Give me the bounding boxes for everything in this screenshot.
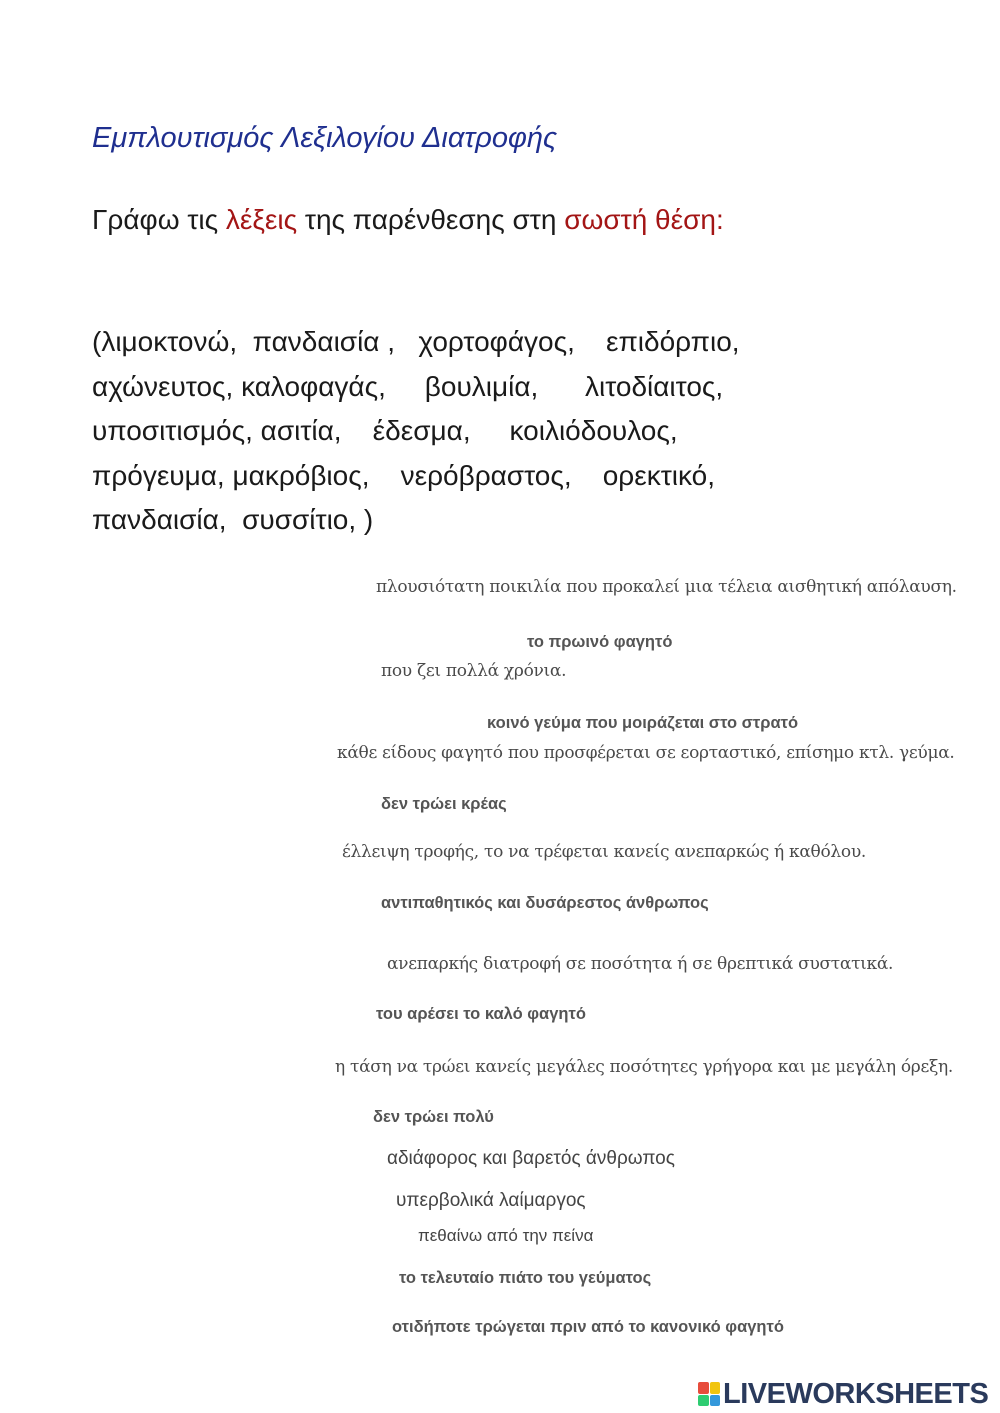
definition-item: αντιπαθητικός και δυσάρεστος άνθρωπος <box>381 894 709 912</box>
liveworksheets-wordmark: LIVEWORKSHEETS <box>723 1377 989 1410</box>
definition-item: δεν τρώει κρέας <box>381 795 507 813</box>
definition-item: έλλειψη τροφής, το να τρέφεται κανείς ανεπαρκώς ή καθόλου. <box>342 842 866 862</box>
word-bank-line: (λιμοκτονώ, πανδαισία , χορτοφάγος, επιδόρπιο, <box>92 326 740 357</box>
definition-item: το τελευταίο πιάτο του γεύματος <box>399 1269 652 1287</box>
instruction-highlight-position: σωστή θέση <box>564 204 716 235</box>
definition-item: το πρωινό φαγητό <box>527 633 673 651</box>
logo-square <box>710 1395 721 1407</box>
definition-item: υπερβολικά λαίμαργος <box>396 1190 586 1211</box>
logo-square <box>698 1382 709 1394</box>
liveworksheets-logo <box>698 1376 988 1412</box>
word-bank-line: πανδαισία, συσσίτιο, ) <box>92 504 374 535</box>
definition-item: η τάση να τρώει κανείς μεγάλες ποσότητες γρήγορα και με μεγάλη όρεξη. <box>335 1057 954 1077</box>
definition-item: πεθαίνω από την πείνα <box>418 1226 594 1245</box>
worksheet-title: Εμπλουτισμός Λεξιλογίου Διατροφής <box>92 122 558 154</box>
definition-item: αδιάφορος και βαρετός άνθρωπος <box>387 1148 675 1169</box>
instruction-part-2: της παρένθεσης στη <box>297 204 565 235</box>
instruction-part-1: Γράφω τις <box>92 204 226 235</box>
definition-item: κάθε είδους φαγητό που προσφέρεται σε εορταστικό, επίσημο κτλ. γεύμα. <box>337 743 955 763</box>
word-bank <box>92 320 740 543</box>
definition-item: δεν τρώει πολύ <box>373 1108 494 1126</box>
word-bank-line: υποσιτισμός, ασιτία, έδεσμα, κοιλιόδουλος, <box>92 415 678 446</box>
definition-item: ανεπαρκής διατροφή σε ποσότητα ή σε θρεπτικά συστατικά. <box>387 954 894 974</box>
definition-item: οτιδήποτε τρώγεται πριν από το κανονικό φαγητό <box>392 1318 784 1336</box>
word-bank-line: πρόγευμα, μακρόβιος, νερόβραστος, ορεκτικό, <box>92 459 715 491</box>
logo-square <box>710 1382 721 1394</box>
definition-item: που ζει πολλά χρόνια. <box>381 661 567 681</box>
instruction-text <box>92 204 724 236</box>
definition-item: κοινό γεύμα που μοιράζεται στο στρατό <box>487 714 799 732</box>
definition-item: του αρέσει το καλό φαγητό <box>376 1005 586 1023</box>
definition-item: πλουσιότατη ποικιλία που προκαλεί μια τέλεια αισθητική απόλαυση. <box>376 577 957 597</box>
liveworksheets-mark-icon <box>698 1382 720 1406</box>
instruction-highlight-words: λέξεις <box>225 204 298 235</box>
word-bank-line: αχώνευτος, καλοφαγάς, βουλιμία, λιτοδίαιτος, <box>92 370 724 402</box>
logo-square <box>698 1395 709 1407</box>
instruction-colon: : <box>715 204 724 235</box>
